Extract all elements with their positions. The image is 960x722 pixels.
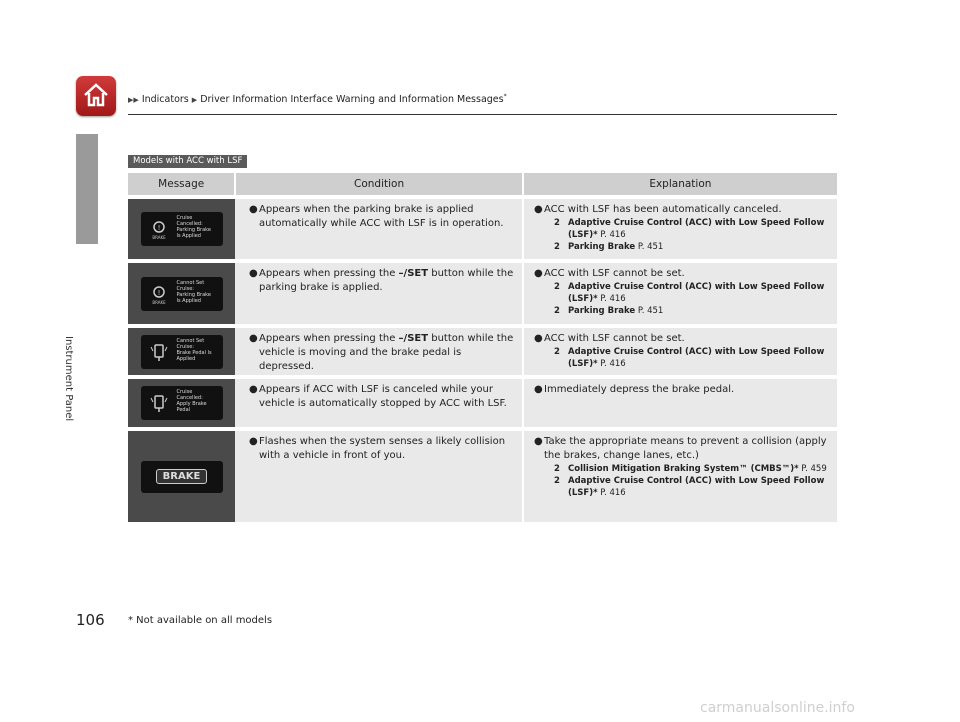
table-header: [128, 173, 837, 195]
model-tag: Models with ACC with LSF: [128, 155, 247, 168]
message-image: [128, 431, 235, 522]
brake-pedal-icon: [147, 392, 171, 414]
display-screen: [141, 386, 223, 420]
cross-reference[interactable]: 2 Adaptive Cruise Control (ACC) with Low Speed Follow (LSF)* P. 416: [554, 218, 825, 240]
brake-pedal-icon: [147, 341, 171, 363]
breadcrumb-indicators[interactable]: Indicators: [141, 94, 189, 106]
brake-warning-label: BRAKE: [156, 469, 208, 484]
watermark: carmanualsonline.info: [700, 700, 855, 716]
reference-arrow-icon: 2: [554, 347, 560, 357]
cross-reference[interactable]: 2 Parking Brake P. 451: [554, 242, 664, 252]
cross-reference[interactable]: 2 Parking Brake P. 451: [554, 306, 664, 316]
condition-cell: ● Appears if ACC with LSF is canceled while your vehicle is automatically stopped by ACC with LSF.: [235, 379, 522, 427]
svg-text:!: !: [157, 288, 160, 297]
screen-text: Cruise Cancelled: Parking Brake Is Applied: [176, 215, 211, 239]
explanation-cell: ● ACC with LSF cannot be set. 2 Adaptive Cruise Control (ACC) with Low Speed Follow (LSF)* P. 416: [522, 328, 837, 375]
svg-text:BRAKE: BRAKE: [151, 235, 166, 240]
screen-text: Cannot Set Cruise: Brake Pedal Is Applied: [176, 337, 212, 362]
reference-arrow-icon: 2: [554, 476, 560, 486]
display-screen: [141, 335, 223, 369]
cross-reference[interactable]: 2 Adaptive Cruise Control (ACC) with Low Speed Follow (LSF)* P. 416: [554, 347, 825, 369]
explanation-cell: ● Immediately depress the brake pedal.: [522, 379, 837, 427]
chevron-right-icon: ▶▶: [128, 96, 139, 105]
explanation-text: ACC with LSF cannot be set.: [544, 333, 685, 344]
footnote-star: *: [503, 93, 507, 100]
condition-text: Appears if ACC with LSF is canceled while your vehicle is automatically stopped by ACC with LSF.: [259, 384, 507, 409]
condition-text: Appears when pressing the –/SET button while the parking brake is applied.: [259, 268, 514, 293]
svg-text:!: !: [157, 224, 160, 232]
reference-arrow-icon: 2: [554, 282, 560, 292]
screen-text: Cannot Set Cruise: Parking Brake Is Applied: [176, 279, 211, 304]
explanation-text: ACC with LSF has been automatically canceled.: [544, 204, 782, 215]
display-screen: [141, 461, 223, 493]
brake-warning-icon: [147, 283, 171, 305]
explanation-text: Immediately depress the brake pedal.: [544, 384, 735, 395]
section-tab-marker: [76, 134, 98, 244]
message-image: [128, 263, 235, 324]
condition-text: Flashes when the system senses a likely collision with a vehicle in front of you.: [259, 436, 506, 461]
condition-cell: ● Flashes when the system senses a likely collision with a vehicle in front of you.: [235, 431, 522, 522]
screen-text: Cruise Cancelled: Apply Brake Pedal: [176, 389, 207, 413]
message-table: [128, 173, 837, 522]
condition-text: Appears when pressing the –/SET button while the vehicle is moving and the brake pedal is depressed.: [259, 333, 514, 372]
table-row: [128, 379, 837, 427]
reference-arrow-icon: 2: [554, 218, 560, 228]
header-message: Message: [158, 178, 205, 190]
page-number: 106: [76, 611, 105, 629]
svg-text:BRAKE: BRAKE: [151, 299, 166, 305]
table-row: [128, 328, 837, 375]
condition-cell: ● Appears when pressing the –/SET button while the vehicle is moving and the brake pedal is depressed.: [235, 328, 522, 375]
footnote: * Not available on all models: [128, 615, 273, 626]
display-screen: [141, 277, 223, 311]
brake-warning-icon: [147, 218, 171, 240]
explanation-cell: ● Take the appropriate means to prevent a collision (apply the brakes, change lanes, etc.) 2 Collision Mitigation Braking System™ (CMBS™)* P. 459 2 Adaptive Cruise Control (ACC) with Low Speed Follow (LSF)* P. 416: [522, 431, 837, 522]
explanation-text: ACC with LSF cannot be set.: [544, 268, 685, 279]
table-row: [128, 431, 837, 522]
cross-reference[interactable]: 2 Adaptive Cruise Control (ACC) with Low Speed Follow (LSF)* P. 416: [554, 282, 825, 304]
header-condition: Condition: [234, 173, 521, 195]
explanation-text: Take the appropriate means to prevent a collision (apply the brakes, change lanes, etc.): [544, 436, 827, 461]
header-explanation: Explanation: [522, 173, 837, 195]
header-rule: [128, 114, 837, 115]
explanation-cell: ● ACC with LSF has been automatically canceled. 2 Adaptive Cruise Control (ACC) with Low Speed Follow (LSF)* P. 416 2 Parking Brake P. 451: [522, 199, 837, 259]
message-image: [128, 379, 235, 427]
condition-cell: ● Appears when the parking brake is applied automatically while ACC with LSF is in operation.: [235, 199, 522, 259]
cross-reference[interactable]: 2 Collision Mitigation Braking System™ (CMBS™)* P. 459: [554, 464, 827, 474]
breadcrumb: [128, 93, 507, 105]
cross-reference[interactable]: 2 Adaptive Cruise Control (ACC) with Low Speed Follow (LSF)* P. 416: [554, 476, 825, 498]
reference-arrow-icon: 2: [554, 464, 560, 474]
explanation-cell: ● ACC with LSF cannot be set. 2 Adaptive Cruise Control (ACC) with Low Speed Follow (LSF)* P. 416 2 Parking Brake P. 451: [522, 263, 837, 324]
condition-cell: ● Appears when pressing the –/SET button while the parking brake is applied.: [235, 263, 522, 324]
condition-text: Appears when the parking brake is applied automatically while ACC with LSF is in operation.: [259, 204, 504, 229]
home-icon: [82, 81, 110, 109]
breadcrumb-messages[interactable]: Driver Information Interface Warning and Information Messages: [200, 94, 504, 106]
table-row: [128, 199, 837, 259]
reference-arrow-icon: 2: [554, 306, 560, 316]
chevron-right-icon: ▶: [191, 96, 198, 105]
home-button[interactable]: [76, 76, 116, 116]
message-image: [128, 199, 235, 259]
message-image: [128, 328, 235, 375]
table-row: [128, 263, 837, 324]
reference-arrow-icon: 2: [554, 242, 560, 252]
section-side-label: Instrument Panel: [63, 336, 74, 422]
display-screen: [141, 212, 223, 246]
